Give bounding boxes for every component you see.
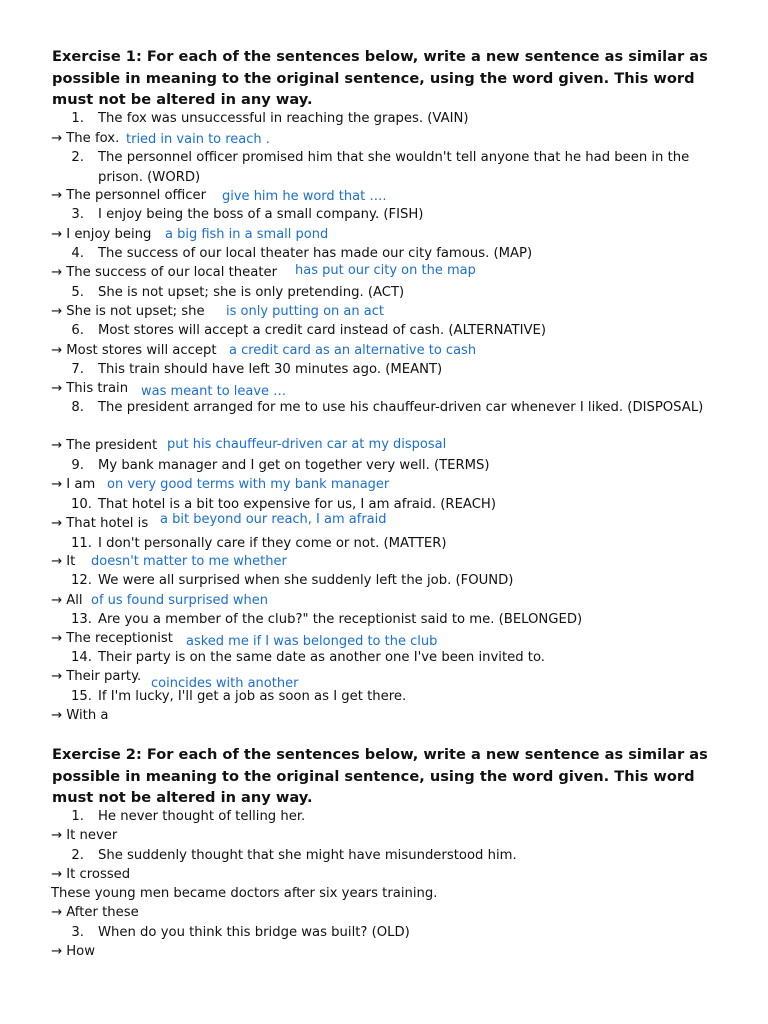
answer-prompt: → The personnel officer [51, 188, 207, 203]
sentence-text: Are you a member of the club?" the receptionist said to me. (BELONGED) [98, 612, 583, 627]
sentence-text: When do you think this bridge was built? (OLD) [98, 925, 410, 940]
item-number: 13. [71, 612, 92, 627]
item-number: 2. [71, 150, 84, 165]
answer-prompt: → That hotel is [51, 516, 149, 531]
answer-text: a bit beyond our reach, I am afraid [160, 512, 387, 527]
item-number: 12. [71, 573, 92, 588]
answer-text: was meant to leave … [141, 384, 287, 399]
exercise-1-heading: Exercise 1: For each of the sentences below, write a new sentence as similar as possible in meaning to the original sentence, using the word given. This word must not be altered in any way. [52, 48, 708, 108]
item-number: 7. [71, 362, 84, 377]
answer-prompt: → I enjoy being [51, 227, 152, 242]
answer-text: of us found surprised when [91, 593, 269, 608]
sentence-text: She suddenly thought that she might have misunderstood him. [98, 848, 517, 863]
answer-prompt: → The president [51, 438, 158, 453]
answer-prompt: → It [51, 554, 76, 569]
sentence-text: I enjoy being the boss of a small company. (FISH) [98, 207, 424, 222]
answer-text: asked me if I was belonged to the club [186, 634, 438, 649]
sentence-text: He never thought of telling her. [98, 809, 306, 824]
answer-prompt: → After these [51, 905, 139, 920]
sentence-text: Most stores will accept a credit card instead of cash. (ALTERNATIVE) [98, 323, 546, 338]
item-number: 6. [71, 323, 84, 338]
sentence-text: My bank manager and I get on together very well. (TERMS) [98, 458, 490, 473]
item-number: 3. [71, 925, 84, 940]
answer-prompt: → All [51, 593, 83, 608]
item-number: 11. [71, 536, 92, 551]
item-number: 1. [71, 111, 84, 126]
item-number: 9. [71, 458, 84, 473]
item-number: 4. [71, 246, 84, 261]
exercise-2-heading: Exercise 2: For each of the sentences below, write a new sentence as similar as possible in meaning to the original sentence, using the word given. This word must not be altered in any way. [52, 746, 708, 806]
answer-prompt: → I am [51, 477, 96, 492]
answer-text: has put our city on the map [295, 263, 476, 278]
sentence-text: This train should have left 30 minutes ago. (MEANT) [98, 362, 443, 377]
answer-prompt: → The success of our local theater [51, 265, 278, 280]
item-number: 8. [71, 400, 84, 415]
item-number: 3. [71, 207, 84, 222]
answer-text: a big fish in a small pond [165, 227, 329, 242]
sentence-text: She is not upset; she is only pretending. (ACT) [98, 285, 405, 300]
item-number: 15. [71, 689, 92, 704]
sentence-text: We were all surprised when she suddenly left the job. (FOUND) [98, 573, 514, 588]
answer-text: a credit card as an alternative to cash [229, 343, 477, 358]
sentence-text: I don't personally care if they come or not. (MATTER) [98, 536, 447, 551]
answer-text: put his chauffeur-driven car at my disposal [167, 437, 447, 452]
item-number: 10. [71, 497, 92, 512]
item-number: 1. [71, 809, 84, 824]
answer-text: give him he word that …. [222, 189, 387, 204]
answer-prompt: → With a [51, 708, 109, 723]
answer-prompt: → Their party. [51, 669, 142, 684]
answer-text: on very good terms with my bank manager [107, 477, 390, 492]
sentence-text: The president arranged for me to use his chauffeur-driven car whenever I liked. (DISPOSAL) [98, 400, 704, 415]
answer-prompt: → The fox. [51, 131, 120, 146]
item-number: 2. [71, 848, 84, 863]
answer-prompt: → The receptionist [51, 631, 173, 646]
item-number: 14. [71, 650, 92, 665]
answer-prompt: → It crossed [51, 867, 131, 882]
sentence-text: The success of our local theater has made our city famous. (MAP) [98, 246, 533, 261]
answer-prompt: → How [51, 944, 96, 959]
sentence-text: These young men became doctors after six years training. [51, 886, 438, 901]
answer-prompt: → She is not upset; she [51, 304, 205, 319]
answer-text: coincides with another [151, 676, 299, 691]
sentence-text: The personnel officer promised him that she wouldn't tell anyone that he had been in the prison. (WORD) [98, 150, 690, 185]
sentence-text: Their party is on the same date as another one I've been invited to. [98, 650, 546, 665]
answer-prompt: → Most stores will accept [51, 343, 217, 358]
sentence-text: If I'm lucky, I'll get a job as soon as I get there. [98, 689, 407, 704]
answer-prompt: → This train [51, 381, 129, 396]
answer-text: doesn't matter to me whether [91, 554, 287, 569]
answer-prompt: → It never [51, 828, 118, 843]
item-number: 5. [71, 285, 84, 300]
sentence-text: That hotel is a bit too expensive for us, I am afraid. (REACH) [98, 497, 496, 512]
answer-text: is only putting on an act [226, 304, 384, 319]
sentence-text: The fox was unsuccessful in reaching the grapes. (VAIN) [98, 111, 469, 126]
answer-text: tried in vain to reach . [126, 132, 270, 147]
